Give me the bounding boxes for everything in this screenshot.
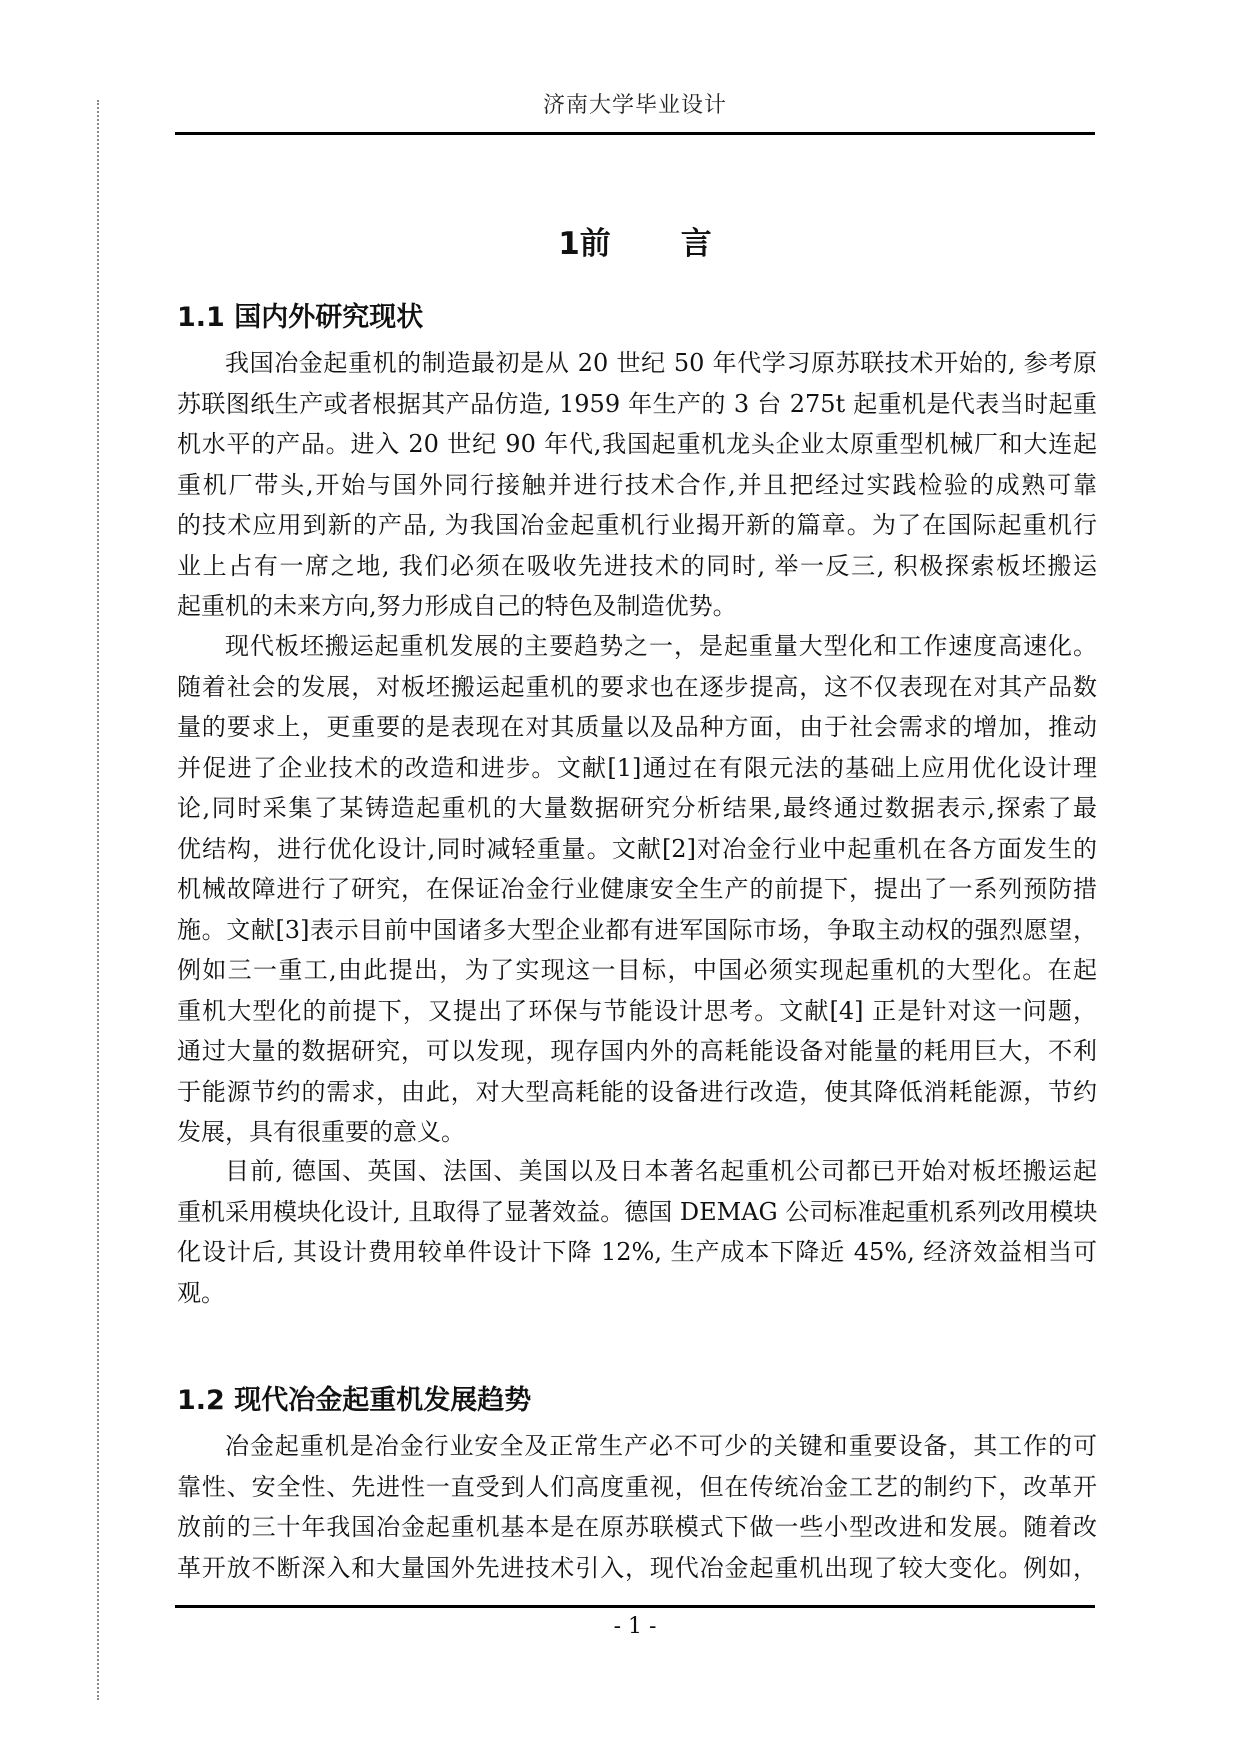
- paragraph: [177, 1151, 1097, 1313]
- text-line: 施。文献[3]表示目前中国诸多大型企业都有进军国际市场，争取主动权的强烈愿望，: [177, 915, 1097, 944]
- header-rule: [175, 132, 1095, 135]
- chapter-title-part-a: 前: [579, 226, 611, 262]
- text-line: 于能源节约的需求，由此，对大型高耗能的设备进行改造，使其降低消耗能源，节约: [177, 1077, 1097, 1106]
- text-line: 优结构，进行优化设计,同时减轻重量。文献[2]对冶金行业中起重机在各方面发生的: [177, 834, 1097, 863]
- text-line: 论,同时采集了某铸造起重机的大量数据研究分析结果,最终通过数据表示,探索了最: [177, 794, 1097, 822]
- text-line: 发展，具有很重要的意义。: [177, 1118, 465, 1146]
- text-line: 我国冶金起重机的制造最初是从 20 世纪 50 年代学习原苏联技术开始的, 参考原: [225, 349, 1097, 377]
- text-line: 机水平的产品。进入 20 世纪 90 年代,我国起重机龙头企业太原重型机械厂和大连起: [177, 430, 1097, 458]
- text-line: 化设计后, 其设计费用较单件设计下降 12%, 生产成本下降近 45%, 经济效益相当可: [177, 1238, 1097, 1266]
- text-line: 机械故障进行了研究，在保证冶金行业健康安全生产的前提下，提出了一系列预防措: [177, 875, 1097, 903]
- section-heading-1-1: 1.1 国内外研究现状: [177, 302, 424, 333]
- paragraph: [177, 1426, 1097, 1588]
- page-header-title: 济南大学毕业设计: [542, 93, 727, 118]
- text-line: 观。: [177, 1278, 225, 1307]
- text-line: 业上占有一席之地, 我们必须在吸收先进技术的同时, 举一反三, 积极探索板坯搬运: [177, 551, 1097, 580]
- text-line: 靠性、安全性、先进性一直受到人们高度重视，但在传统冶金工艺的制约下，改革开: [177, 1472, 1097, 1501]
- binding-margin-line: [97, 100, 99, 1700]
- page-number: - 1 -: [613, 1614, 657, 1639]
- chapter-title-part-b: 言: [680, 226, 712, 262]
- text-line: 现代板坯搬运起重机发展的主要趋势之一，是起重量大型化和工作速度高速化。: [225, 632, 1097, 660]
- chapter-number: 1: [558, 226, 580, 262]
- text-line: 目前, 德国、英国、法国、美国以及日本著名起重机公司都已开始对板坯搬运起: [225, 1157, 1097, 1185]
- text-line: 放前的三十年我国冶金起重机基本是在原苏联模式下做一些小型改进和发展。随着改: [177, 1513, 1097, 1541]
- text-line: 重机采用模块化设计, 且取得了显著效益。德国 DEMAG 公司标准起重机系列改用模块: [177, 1197, 1098, 1226]
- text-line: 冶金起重机是冶金行业安全及正常生产必不可少的关键和重要设备，其工作的可: [225, 1432, 1097, 1460]
- text-line: 重机大型化的前提下，又提出了环保与节能设计思考。文献[4] 正是针对这一问题，: [177, 996, 1097, 1025]
- text-line: 并促进了企业技术的改造和进步。文献[1]通过在有限元法的基础上应用优化设计理: [177, 753, 1097, 782]
- text-line: 的技术应用到新的产品, 为我国冶金起重机行业揭开新的篇章。为了在国际起重机行: [177, 511, 1097, 539]
- text-line: 通过大量的数据研究，可以发现，现存国内外的高耗能设备对能量的耗用巨大，不利: [177, 1037, 1097, 1065]
- footer-rule: [175, 1605, 1095, 1608]
- text-line: 苏联图纸生产或者根据其产品仿造, 1959 年生产的 3 台 275t 起重机是代表当时起重: [177, 389, 1097, 418]
- chapter-title: [175, 218, 1095, 263]
- paragraph: [177, 343, 1097, 627]
- text-line: 起重机的未来方向,努力形成自己的特色及制造优势。: [177, 592, 737, 620]
- paragraph: [177, 626, 1097, 1153]
- text-line: 重机厂带头,开始与国外同行接触并进行技术合作,并且把经过实践检验的成熟可靠: [177, 470, 1097, 499]
- section-heading-1-2: 1.2 现代冶金起重机发展趋势: [177, 1385, 532, 1416]
- text-line: 例如三一重工,由此提出，为了实现这一目标，中国必须实现起重机的大型化。在起: [177, 956, 1097, 984]
- text-line: 量的要求上，更重要的是表现在对其质量以及品种方面，由于社会需求的增加，推动: [177, 713, 1097, 741]
- text-line: 革开放不断深入和大量国外先进技术引入，现代冶金起重机出现了较大变化。例如，: [177, 1553, 1097, 1582]
- text-line: 随着社会的发展，对板坯搬运起重机的要求也在逐步提高，这不仅表现在对其产品数: [177, 672, 1097, 701]
